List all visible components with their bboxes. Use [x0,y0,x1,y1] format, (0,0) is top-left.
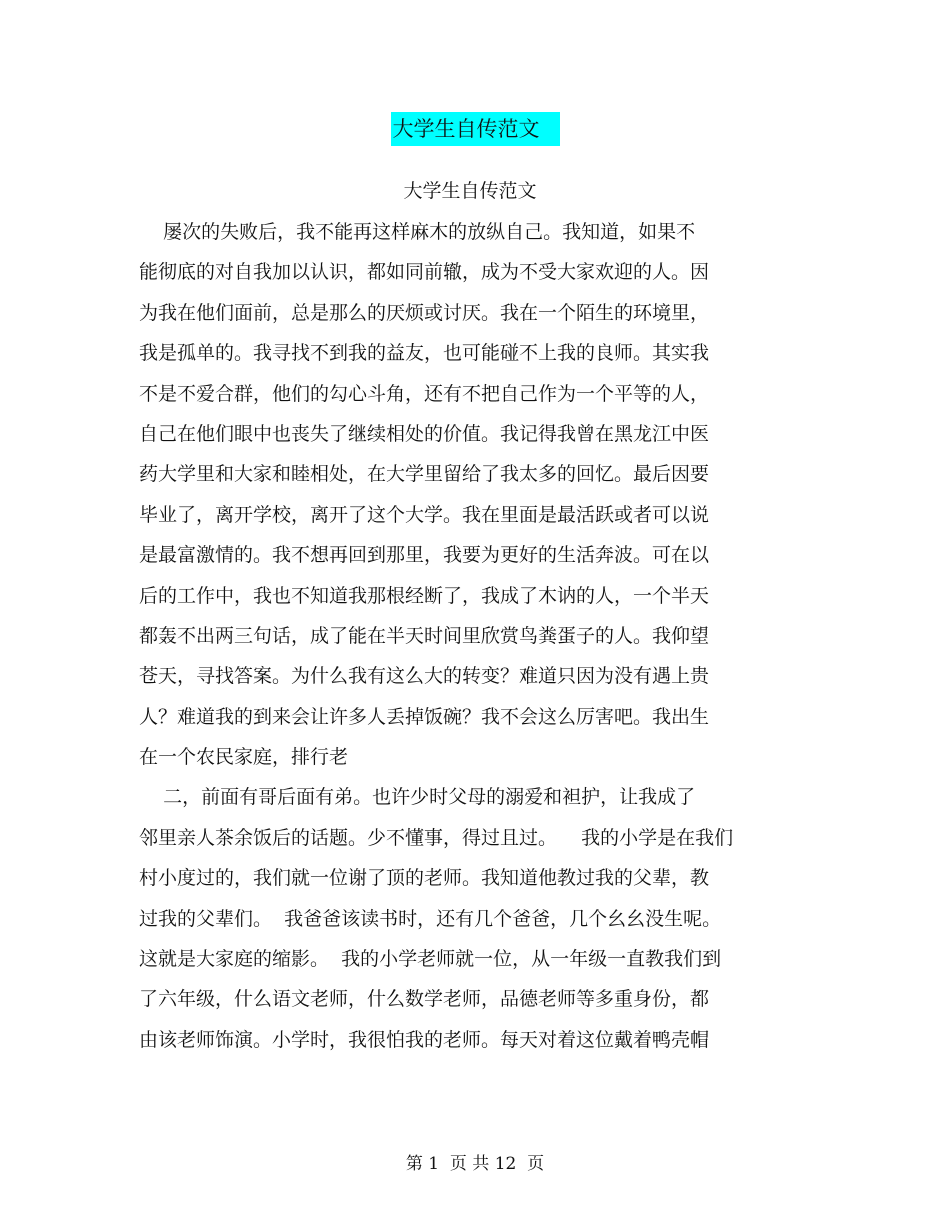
text-line: 能彻底的对自我加以认识，都如同前辙，成为不受大家欢迎的人。因 [139,261,710,284]
page-footer: 第 1 页 共 12 页 [405,1154,545,1174]
text-line: 为我在他们面前，总是那么的厌烦或讨厌。我在一个陌生的环境里， [139,301,710,324]
document-title: 大学生自传范文 [391,112,560,146]
title-container [0,112,950,146]
text-line: 过我的父辈们。 我爸爸该读书时，还有几个爸爸，几个幺幺没生呢。 [139,907,722,930]
text-line: 村小度过的，我们就一位谢了顶的老师。我知道他教过我的父辈，教 [139,867,710,890]
text-line: 人？难道我的到来会让许多人丢掉饭碗？我不会这么厉害吧。我出生 [139,705,710,728]
text-line: 药大学里和大家和睦相处，在大学里留给了我太多的回忆。最后因要 [139,463,710,486]
text-line: 是最富激情的。我不想再回到那里，我要为更好的生活奔波。可在以 [139,544,710,567]
text-line: 自己在他们眼中也丧失了继续相处的价值。我记得我曾在黑龙江中医 [139,422,710,445]
document-subtitle: 大学生自传范文 [403,180,537,202]
text-line: 我是孤单的。我寻找不到我的益友，也可能碰不上我的良师。其实我 [139,342,710,365]
text-line: 这就是大家庭的缩影。 我的小学老师就一位，从一年级一直教我们到 [139,948,722,971]
text-line: 屡次的失败后，我不能再这样麻木的放纵自己。我知道，如果不 [139,221,696,243]
text-line: 都轰不出两三句话，成了能在半天时间里欣赏鸟粪蛋子的人。我仰望 [139,624,710,647]
body-text [139,217,819,1065]
text-line: 苍天，寻找答案。为什么我有这么大的转变？难道只因为没有遇上贵 [139,665,710,688]
text-line: 不是不爱合群，他们的勾心斗角，还有不把自己作为一个平等的人， [139,382,710,405]
text-line: 后的工作中，我也不知道我那根经断了，我成了木讷的人，一个半天 [139,584,710,607]
text-line: 二，前面有哥后面有弟。也许少时父母的溺爱和袒护，让我成了 [139,786,696,809]
text-line: 在一个农民家庭，排行老 [139,746,349,769]
text-line: 邻里亲人茶余饭后的话题。少不懂事，得过且过。 我的小学是在我们 [139,826,734,849]
text-line: 由该老师饰演。小学时，我很怕我的老师。每天对着这位戴着鸭壳帽 [139,1028,710,1051]
text-line: 毕业了，离开学校，离开了这个大学。我在里面是最活跃或者可以说 [139,503,710,526]
text-line: 了六年级，什么语文老师，什么数学老师，品德老师等多重身份，都 [139,988,710,1011]
